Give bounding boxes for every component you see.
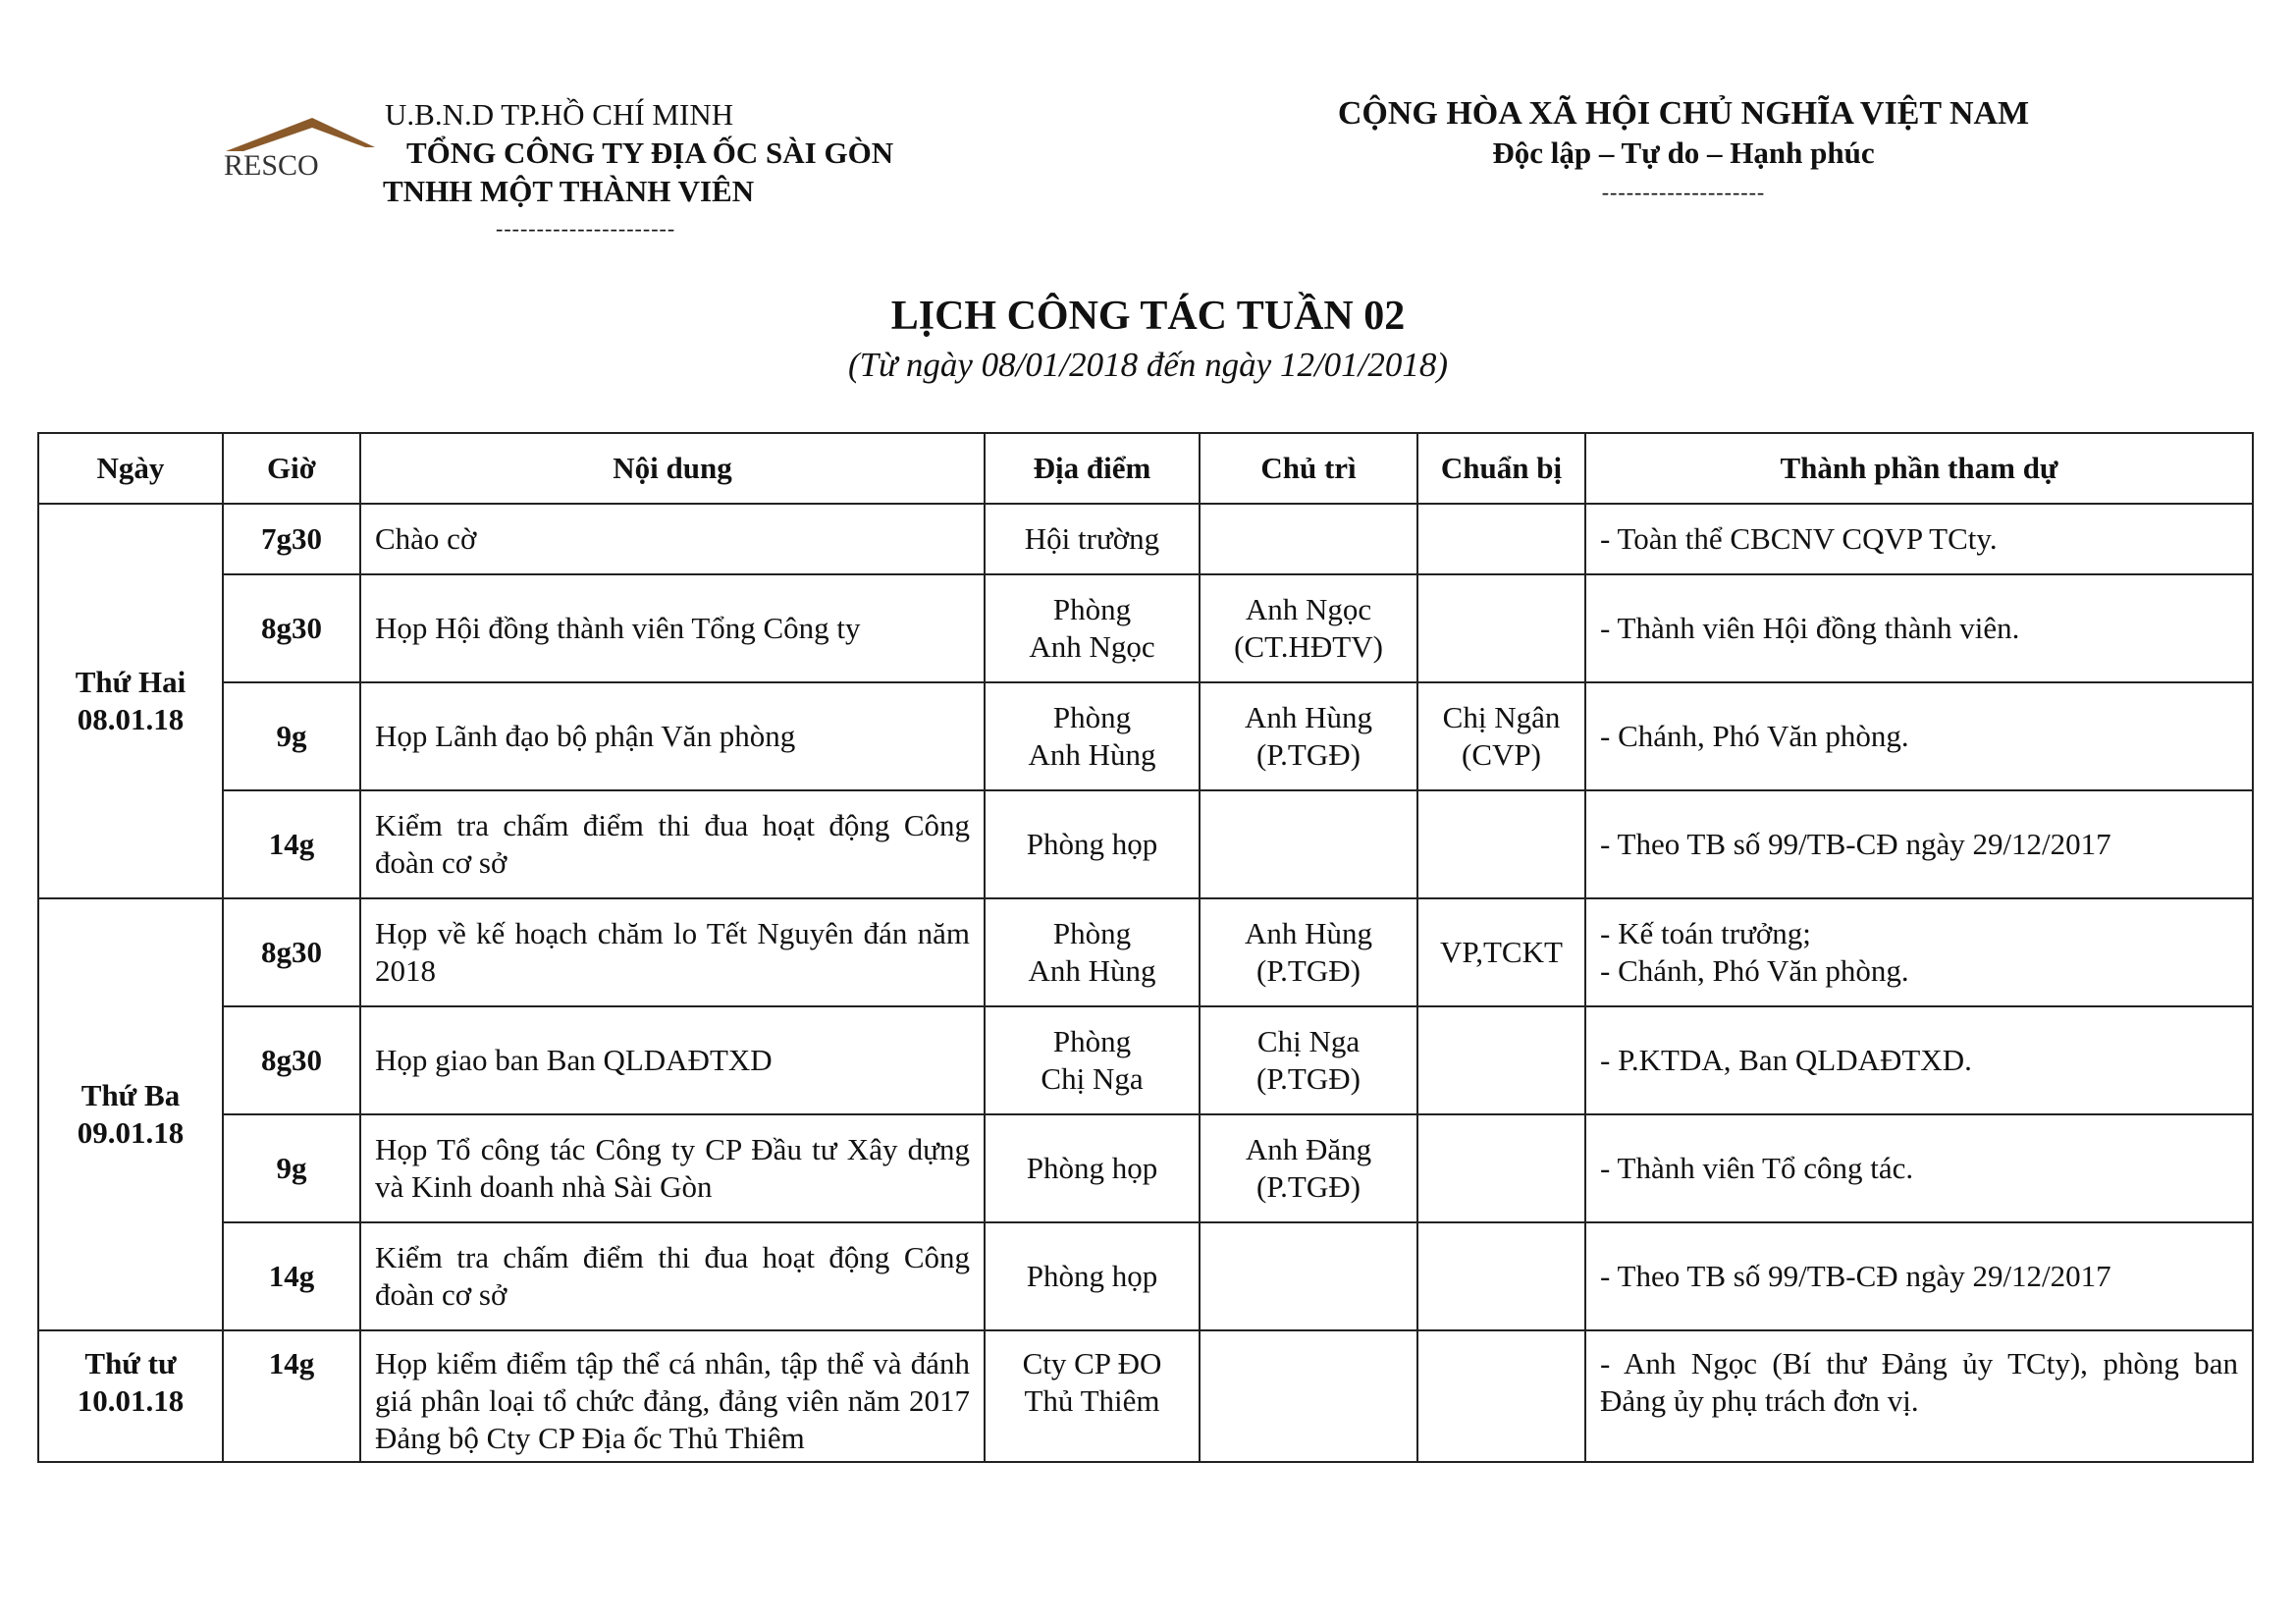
location-line: Phòng	[1052, 1024, 1132, 1058]
location-line: Anh Ngọc	[1029, 629, 1155, 664]
attendee-line: - Thành viên Tổ công tác.	[1600, 1151, 1914, 1185]
attendees-cell	[1585, 790, 2253, 898]
attendee-line: - Theo TB số 99/TB-CĐ ngày 29/12/2017	[1600, 1259, 2111, 1293]
day-cell	[38, 504, 223, 898]
host-cell	[1200, 1222, 1417, 1330]
time-cell: 9g	[223, 1114, 360, 1222]
location-line: Phòng	[1052, 916, 1132, 950]
table-row	[38, 682, 2253, 790]
host-line: Anh Đăng	[1245, 1132, 1372, 1166]
location-cell	[985, 504, 1200, 574]
content-cell: Họp giao ban Ban QLDAĐTXD	[360, 1006, 985, 1114]
header-prep: Chuẩn bị	[1417, 433, 1585, 504]
attendee-line: - Chánh, Phó Văn phòng.	[1600, 719, 1909, 753]
location-cell	[985, 1222, 1200, 1330]
content-cell: Họp Tổ công tác Công ty CP Đầu tư Xây dựng và Kinh doanh nhà Sài Gòn	[360, 1114, 985, 1222]
time-cell: 9g	[223, 682, 360, 790]
table-row	[38, 504, 2253, 574]
attendee-line: - Chánh, Phó Văn phòng.	[1600, 953, 1909, 988]
location-line: Thủ Thiêm	[1024, 1383, 1160, 1418]
location-line: Phòng họp	[1026, 1259, 1158, 1293]
day-name: Thứ tư	[84, 1346, 177, 1380]
location-cell	[985, 1114, 1200, 1222]
location-cell	[985, 790, 1200, 898]
table-row	[38, 898, 2253, 1006]
host-cell	[1200, 898, 1417, 1006]
left-divider: ----------------------	[496, 216, 676, 241]
attendees-cell	[1585, 1114, 2253, 1222]
day-cell	[38, 898, 223, 1330]
location-line: Anh Hùng	[1028, 953, 1156, 988]
prep-cell	[1417, 504, 1585, 574]
location-line: Cty CP ĐO	[1022, 1346, 1162, 1380]
svg-text:RESCO: RESCO	[224, 149, 319, 182]
prep-line: Chị Ngân	[1442, 700, 1561, 734]
host-cell	[1200, 504, 1417, 574]
day-name: Thứ Hai	[75, 665, 187, 699]
content-cell: Họp kiểm điểm tập thể cá nhân, tập thể và đánh giá phân loại tổ chức đảng, đảng viên năm 2017 Đảng bộ Cty CP Địa ốc Thủ Thiêm	[360, 1330, 985, 1462]
prep-line: (CVP)	[1462, 737, 1541, 772]
host-line: (P.TGĐ)	[1256, 737, 1361, 772]
page-subtitle: (Từ ngày 08/01/2018 đến ngày 12/01/2018)	[847, 346, 1449, 384]
table-row	[38, 1006, 2253, 1114]
attendees-cell	[1585, 1330, 2253, 1462]
host-line: (P.TGĐ)	[1256, 1169, 1361, 1204]
schedule-table	[37, 432, 2254, 1463]
host-line: Chị Nga	[1256, 1024, 1361, 1058]
attendees-cell	[1585, 1222, 2253, 1330]
table-row	[38, 1330, 2253, 1462]
content-cell: Chào cờ	[360, 504, 985, 574]
day-date: 09.01.18	[77, 1115, 185, 1150]
day-cell	[38, 1330, 223, 1462]
content-cell: Họp về kế hoạch chăm lo Tết Nguyên đán năm 2018	[360, 898, 985, 1006]
company-name: TỔNG CÔNG TY ĐỊA ỐC SÀI GÒN	[406, 135, 894, 170]
time-cell: 8g30	[223, 1006, 360, 1114]
national-motto: Độc lập – Tự do – Hạnh phúc	[1492, 135, 1875, 170]
time-cell: 14g	[223, 1222, 360, 1330]
national-header	[1310, 94, 2056, 212]
header-date: Ngày	[38, 433, 223, 504]
location-cell	[985, 1330, 1200, 1462]
time-cell: 7g30	[223, 504, 360, 574]
content-cell: Họp Hội đồng thành viên Tổng Công ty	[360, 574, 985, 682]
prep-cell	[1417, 1006, 1585, 1114]
host-cell	[1200, 790, 1417, 898]
page-title: LỊCH CÔNG TÁC TUẦN 02	[890, 294, 1406, 339]
attendees-cell	[1585, 574, 2253, 682]
company-type: TNHH MỘT THÀNH VIÊN	[383, 174, 755, 208]
prep-cell	[1417, 1330, 1585, 1462]
table-row	[38, 1114, 2253, 1222]
prep-cell	[1417, 574, 1585, 682]
host-line: (P.TGĐ)	[1256, 1061, 1361, 1096]
attendee-line: - Toàn thể CBCNV CQVP TCty.	[1600, 521, 1998, 556]
host-cell	[1200, 1006, 1417, 1114]
host-cell	[1200, 682, 1417, 790]
location-line: Anh Hùng	[1028, 737, 1156, 772]
host-cell	[1200, 1114, 1417, 1222]
location-line: Phòng họp	[1026, 827, 1158, 861]
day-date: 08.01.18	[77, 702, 185, 736]
host-line: Anh Hùng	[1244, 916, 1373, 950]
host-line: Anh Ngọc	[1245, 592, 1372, 626]
day-date: 10.01.18	[77, 1383, 185, 1418]
prep-cell	[1417, 1222, 1585, 1330]
time-cell: 14g	[223, 790, 360, 898]
attendees-cell	[1585, 1006, 2253, 1114]
host-line: (P.TGĐ)	[1256, 953, 1361, 988]
table-row	[38, 574, 2253, 682]
location-line: Phòng họp	[1026, 1151, 1158, 1185]
table-row	[38, 790, 2253, 898]
location-cell	[985, 898, 1200, 1006]
content-cell: Họp Lãnh đạo bộ phận Văn phòng	[360, 682, 985, 790]
content-cell: Kiểm tra chấm điểm thi đua hoạt động Công đoàn cơ sở	[360, 790, 985, 898]
header-location: Địa điểm	[985, 433, 1200, 504]
location-line: Chị Nga	[1041, 1061, 1144, 1096]
table-row	[38, 1222, 2253, 1330]
attendee-line: - Theo TB số 99/TB-CĐ ngày 29/12/2017	[1600, 827, 2111, 861]
attendees-cell	[1585, 504, 2253, 574]
location-cell	[985, 1006, 1200, 1114]
time-cell: 14g	[223, 1330, 360, 1462]
title-block	[0, 291, 2296, 389]
resco-logo	[218, 114, 385, 183]
prep-line: VP,TCKT	[1440, 935, 1563, 969]
time-cell: 8g30	[223, 574, 360, 682]
attendees-cell	[1585, 898, 2253, 1006]
attendee-line: - Kế toán trưởng;	[1600, 916, 1811, 950]
country-name: CỘNG HÒA XÃ HỘI CHỦ NGHĨA VIỆT NAM	[1337, 95, 2030, 132]
attendee-line: - P.KTDA, Ban QLDAĐTXD.	[1600, 1043, 1972, 1077]
location-line: Hội trường	[1024, 521, 1160, 556]
prep-cell	[1417, 1114, 1585, 1222]
time-cell: 8g30	[223, 898, 360, 1006]
content-cell: Kiểm tra chấm điểm thi đua hoạt động Công đoàn cơ sở	[360, 1222, 985, 1330]
prep-cell	[1417, 682, 1585, 790]
location-line: Phòng	[1052, 700, 1132, 734]
host-line: (CT.HĐTV)	[1234, 629, 1383, 664]
attendee-line: - Thành viên Hội đồng thành viên.	[1600, 611, 2020, 645]
attendee-line: - Anh Ngọc (Bí thư Đảng ủy TCty), phòng ban Đảng ủy phụ trách đơn vị.	[1600, 1346, 2238, 1418]
host-cell	[1200, 574, 1417, 682]
day-name: Thứ Ba	[80, 1078, 181, 1112]
location-cell	[985, 574, 1200, 682]
header-time: Giờ	[223, 433, 360, 504]
right-divider: --------------------	[1601, 180, 1766, 204]
location-cell	[985, 682, 1200, 790]
host-line: Anh Hùng	[1244, 700, 1373, 734]
host-cell	[1200, 1330, 1417, 1462]
location-line: Phòng	[1052, 592, 1132, 626]
authority-name: U.B.N.D TP.HỒ CHÍ MINH	[385, 97, 734, 132]
header-host: Chủ trì	[1200, 433, 1417, 504]
prep-cell	[1417, 790, 1585, 898]
table-header-row	[38, 433, 2253, 504]
attendees-cell	[1585, 682, 2253, 790]
header-content: Nội dung	[360, 433, 985, 504]
header-attendees: Thành phần tham dự	[1585, 433, 2253, 504]
prep-cell	[1417, 898, 1585, 1006]
